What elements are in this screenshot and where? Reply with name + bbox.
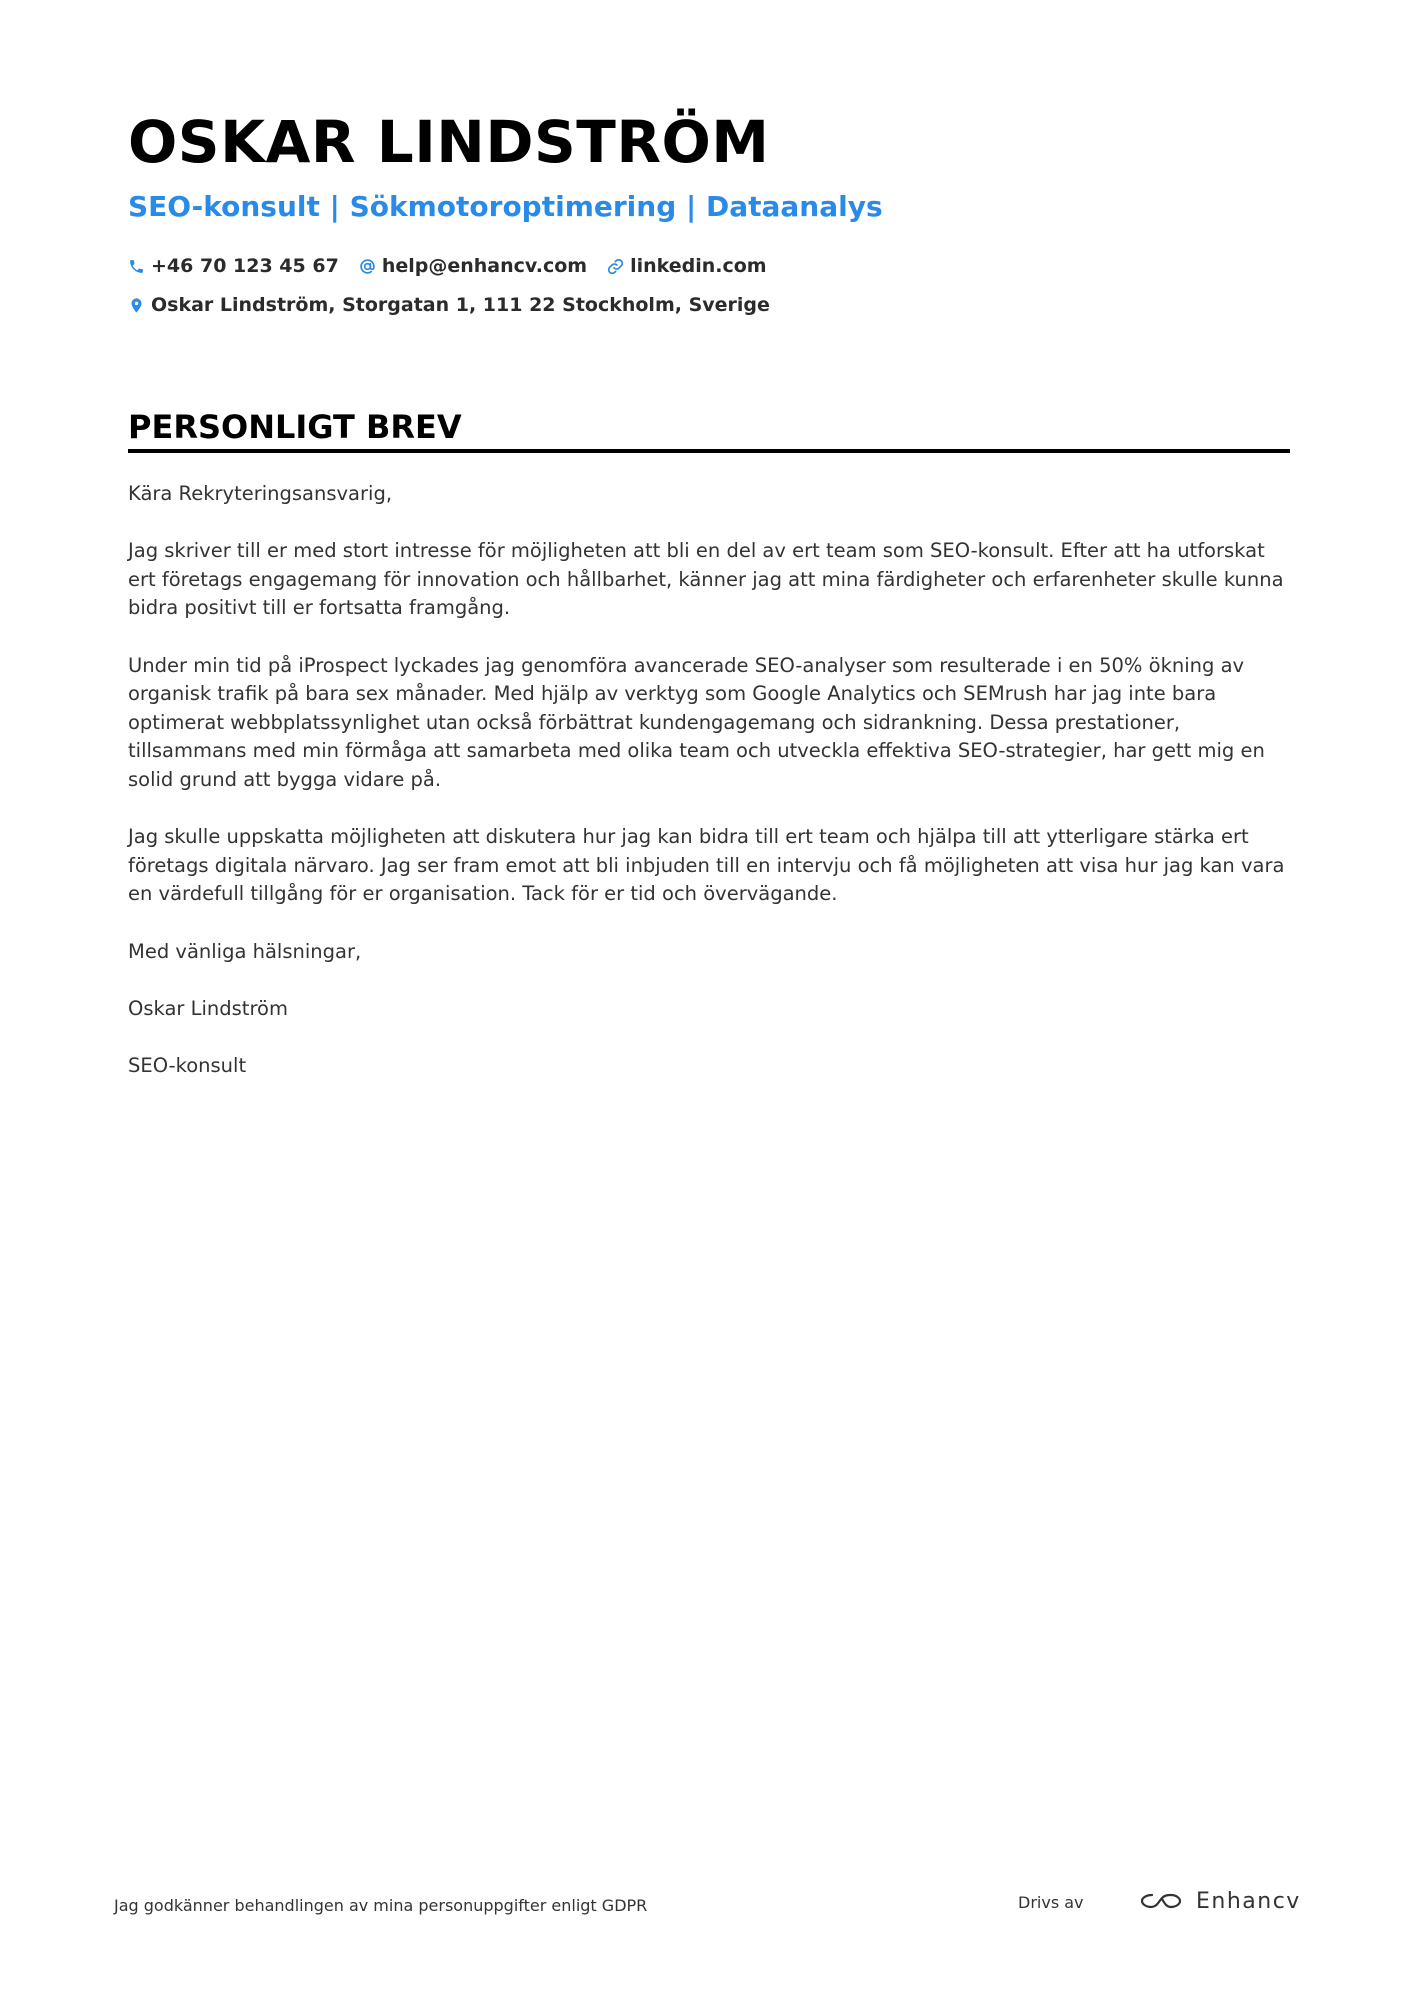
- link-icon: [607, 258, 624, 275]
- linkedin-text: linkedin.com: [630, 255, 767, 277]
- contact-phone: [128, 255, 339, 277]
- contact-email[interactable]: [359, 255, 587, 277]
- email-text: help@enhancv.com: [381, 255, 588, 277]
- signature-title: SEO-konsult: [128, 1053, 247, 1077]
- enhancv-logo-icon: [1138, 1888, 1186, 1914]
- letter-closing: Med vänliga hälsningar,: [128, 939, 362, 963]
- enhancv-logo-text: Enhancv: [1196, 1888, 1301, 1914]
- section-title: PERSONLIGT BREV: [128, 408, 462, 446]
- applicant-headline: SEO-konsult | Sökmotoroptimering | Dataanalys: [128, 190, 883, 223]
- address-text: Oskar Lindström, Storgatan 1, 111 22 Stockholm, Sverige: [151, 294, 770, 316]
- powered-by-label: Drivs av: [1018, 1893, 1084, 1912]
- applicant-name: OSKAR LINDSTRÖM: [128, 108, 770, 176]
- letter-paragraph: Jag skriver till er med stort intresse för möjligheten att bli en del av ert team som SEO-konsult. Efter att ha utforskat ert företags engagemang för innovation och hållbarhet, känner jag att mina färdigheter och erfarenheter skulle kunna bidra positivt till er fortsatta framgång.: [128, 539, 1284, 620]
- contact-address: [128, 294, 770, 316]
- letter-paragraph: Under min tid på iProspect lyckades jag genomföra avancerade SEO-analyser som resulterade i en 50% ökning av organisk trafik på bara sex månader. Med hjälp av verktyg som Google Analytics och SEMrush har jag inte bara optimerat webbplatssynlighet utan också förbättrat kundengagemang och sidrankning. Dessa prestationer, tillsammans med min förmåga att samarbeta med olika team och utveckla effektiva SEO-strategier, har gett mig en solid grund att bygga vidare på.: [128, 653, 1265, 791]
- letter-greeting: Kära Rekryteringsansvarig,: [128, 482, 393, 505]
- phone-text: +46 70 123 45 67: [151, 255, 339, 277]
- contact-row-address: [128, 294, 790, 316]
- location-pin-icon: [128, 297, 145, 314]
- at-sign-icon: [359, 258, 376, 275]
- letter-body: [128, 480, 1290, 1109]
- signature-name: Oskar Lindström: [128, 996, 288, 1020]
- section-divider: [128, 449, 1290, 453]
- contact-row-primary: [128, 255, 787, 277]
- contact-linkedin[interactable]: [607, 255, 767, 277]
- letter-paragraph: Jag skulle uppskatta möjligheten att diskutera hur jag kan bidra till ert team och hjälpa till att ytterligare stärka ert företags digitala närvaro. Jag ser fram emot att bli inbjuden till en intervju och få möjligheten att visa hur jag kan vara en värdefull tillgång för er organisation. Tack för er tid och övervägande.: [128, 825, 1285, 906]
- enhancv-logo[interactable]: [1138, 1888, 1301, 1914]
- phone-icon: [128, 258, 145, 275]
- gdpr-consent-text: Jag godkänner behandlingen av mina personuppgifter enligt GDPR: [114, 1896, 648, 1915]
